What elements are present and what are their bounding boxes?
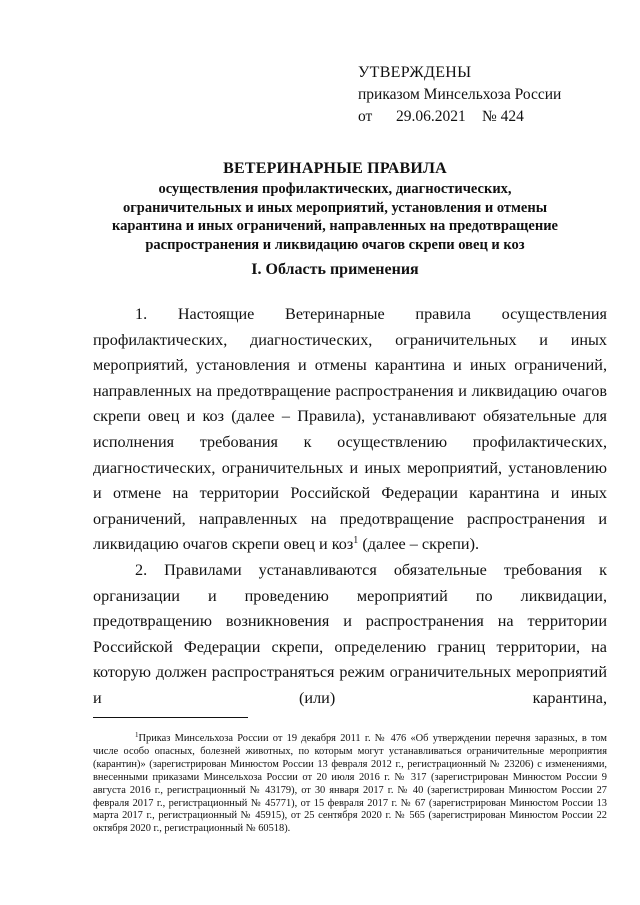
approval-from-label: от [358,108,373,125]
approval-order-line [358,106,561,128]
approval-by-order: приказом Минсельхоза России [358,86,562,103]
footnote-text: Приказ Минсельхоза России от 19 декабря 2011 г. № 476 «Об утверждении перечня заразных, в том числе особо опасных, болезней животных, по которым могут устанавливаться ограничительные мероприятия (карантин)» (зарегистрирован Минюстом России 13 февраля 2012 г., регистрационный № 23206) с изменениями, внесенными приказами Минсельхоза России от 20 июля 2016 г. № 317 (зарегистрирован Минюстом России 9 августа 2016 г., регистрационный № 43179), от 30 января 2017 г. № 40 (зарегистрирован Минюстом России 27 февраля 2017 г., регистрационный № 45771), от 15 февраля 2017 г. № 67 (зарегистрирован Минюстом России 13 марта 2017 г., регистрационный № 45915), от 25 сентября 2020 г. № 565 (зарегистрирован Минюстом России 22 октября 2020 г., регистрационный № 60518). [93,733,607,835]
paragraph-2: 2. Правилами устанавливаются обязательные требования к организации и проведению мероприятий по ликвидации, предотвращению возникновения и распространения на территории Российской Федерации скрепи, определению границ территории, на которую должен распространяться режим ограничительных мероприятий и (или) карантина, [93,560,607,707]
subtitle-line: карантина и иных ограничений, направленных на предотвращение [111,218,558,234]
subtitle-line: осуществления профилактических, диагностических, [158,181,512,197]
footnote [93,733,607,836]
document-body [93,302,607,712]
paragraph-1-text: 1. Настоящие Ветеринарные правила осуществления профилактических, диагностических, ограничительных и иных мероприятий, установления и отмены карантина и иных ограничений, направленных на предотвращение распространения и ликвидацию очагов скрепи овец и коз (далее – Правила), устанавливают обязательные для исполнения требования к осуществлению профилактических, диагностических, ограничительных и иных мероприятий, установлению и отмене на территории Российской Федерации карантина и иных ограничений, направленных на предотвращение распространения и ликвидацию очагов скрепи овец и коз [93,305,607,554]
paragraph-1 [93,302,607,558]
approval-number: № 424 [482,108,524,125]
approval-date: 29.06.2021 [396,108,466,125]
document-subtitle [60,180,610,254]
document-title: ВЕТЕРИНАРНЫЕ ПРАВИЛА [223,160,447,177]
approval-block [358,62,561,128]
footnote-reference[interactable]: 1 [353,535,359,547]
footnote-separator [93,717,248,718]
section-heading: I. Область применения [251,261,419,278]
subtitle-line: ограничительных и иных мероприятий, установления и отмены [122,199,548,216]
paragraph-1-tail: (далее – скрепи). [358,535,480,554]
subtitle-line: распространения и ликвидацию очагов скрепи овец и коз [145,236,525,253]
footnote-marker: 1 [135,731,139,739]
approval-heading: УТВЕРЖДЕНЫ [358,64,472,81]
